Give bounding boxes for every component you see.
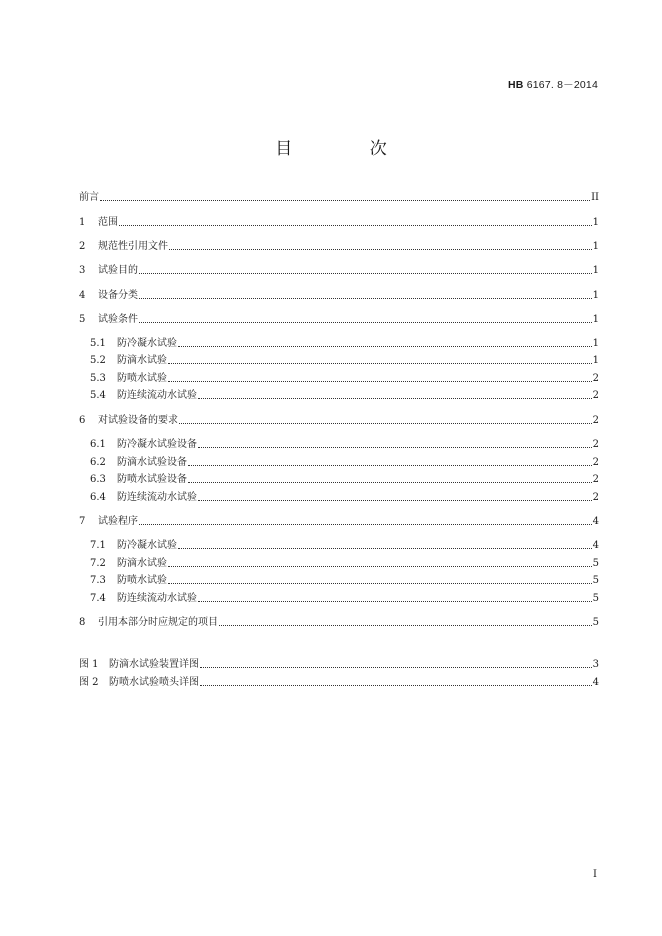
toc-number: 5	[79, 314, 86, 325]
leader-dots	[139, 523, 592, 525]
toc-number: 7.3	[90, 575, 106, 586]
standard-code	[508, 77, 598, 92]
toc-page: 5	[592, 558, 599, 569]
leader-dots	[119, 224, 592, 226]
toc-entry-foreword[interactable]	[79, 190, 599, 204]
figure-page: 3	[592, 659, 599, 670]
leader-dots	[168, 362, 592, 364]
page-title: 目 次	[275, 139, 423, 159]
toc-entry-4[interactable]	[79, 288, 599, 302]
toc-entry-5-3[interactable]	[90, 371, 599, 385]
toc-entry-5-1[interactable]	[90, 336, 599, 350]
toc-entry-6-2[interactable]	[90, 455, 599, 469]
toc-entry-6[interactable]	[79, 413, 599, 427]
figure-number: 图 1	[79, 659, 99, 670]
toc-label: 防喷水试验	[117, 575, 167, 586]
toc-page: 2	[592, 415, 599, 426]
toc-entry-5-4[interactable]	[90, 388, 599, 402]
toc-label: 对试验设备的要求	[98, 415, 178, 426]
toc-number: 6.2	[90, 457, 106, 468]
toc-page: 1	[592, 314, 599, 325]
leader-dots	[168, 582, 592, 584]
leader-dots	[139, 272, 592, 274]
toc-label: 防连续流动水试验	[117, 492, 197, 503]
toc-page: 1	[592, 355, 599, 366]
toc-entry-2[interactable]	[79, 239, 599, 253]
figure-number: 图 2	[79, 677, 99, 688]
toc-figure-2[interactable]	[79, 675, 599, 689]
toc-page: 1	[592, 241, 599, 252]
toc-number: 6.4	[90, 492, 106, 503]
toc-label: 防喷水试验	[117, 373, 167, 384]
toc-page: 2	[592, 492, 599, 503]
toc-page: 4	[592, 516, 599, 527]
toc-number: 1	[79, 217, 86, 228]
toc-label: 设备分类	[98, 290, 138, 301]
toc-label: 试验条件	[98, 314, 138, 325]
toc-page: II	[591, 192, 599, 203]
toc-label: 引用本部分时应规定的项目	[98, 617, 218, 628]
toc-page: 5	[592, 617, 599, 628]
toc-number: 6.1	[90, 439, 106, 450]
leader-dots	[100, 199, 590, 201]
toc-page: 1	[592, 338, 599, 349]
toc-label: 防滴水试验	[117, 558, 167, 569]
toc-label: 试验程序	[98, 516, 138, 527]
leader-dots	[139, 297, 592, 299]
leader-dots	[179, 422, 592, 424]
toc-entry-6-3[interactable]	[90, 472, 599, 486]
toc-number: 6	[79, 415, 86, 426]
toc-entry-8[interactable]	[79, 615, 599, 629]
toc-figure-1[interactable]	[79, 657, 599, 671]
toc-page: 2	[592, 390, 599, 401]
toc-page: 1	[592, 217, 599, 228]
toc-page: 5	[592, 575, 599, 586]
leader-dots	[200, 666, 592, 668]
toc-label: 前言	[79, 192, 99, 203]
leader-dots	[169, 248, 592, 250]
toc-entry-7-1[interactable]	[90, 538, 599, 552]
toc-number: 5.4	[90, 390, 106, 401]
toc-number: 3	[79, 265, 86, 276]
toc-entry-1[interactable]	[79, 215, 599, 229]
toc-page: 2	[592, 457, 599, 468]
toc-number: 5.1	[90, 338, 106, 349]
toc-label: 防冷凝水试验设备	[117, 439, 197, 450]
toc-page: 1	[592, 290, 599, 301]
toc-label: 范围	[98, 217, 118, 228]
leader-dots	[178, 345, 592, 347]
leader-dots	[200, 684, 592, 686]
leader-dots	[198, 600, 592, 602]
leader-dots	[178, 547, 592, 549]
toc-page: 5	[592, 593, 599, 604]
leader-dots	[168, 380, 592, 382]
toc-label: 防喷水试验设备	[117, 474, 187, 485]
toc-number: 7.4	[90, 593, 106, 604]
toc-number: 7.1	[90, 540, 106, 551]
toc-entry-5-2[interactable]	[90, 353, 599, 367]
leader-dots	[198, 499, 592, 501]
toc-entry-6-1[interactable]	[90, 437, 599, 451]
toc-label: 防连续流动水试验	[117, 390, 197, 401]
toc-number: 7	[79, 516, 86, 527]
toc-label: 防冷凝水试验	[117, 540, 177, 551]
standard-number: 6167. 8－2014	[526, 79, 598, 91]
standard-prefix: HB	[508, 79, 524, 91]
toc-label: 防滴水试验	[117, 355, 167, 366]
figure-label: 防滴水试验装置详图	[109, 659, 199, 670]
leader-dots	[198, 446, 592, 448]
toc-page: 4	[592, 540, 599, 551]
toc-page: 2	[592, 439, 599, 450]
toc-label: 试验目的	[98, 265, 138, 276]
toc-number: 6.3	[90, 474, 106, 485]
leader-dots	[188, 464, 592, 466]
toc-entry-5[interactable]	[79, 312, 599, 326]
toc-number: 8	[79, 617, 86, 628]
toc-page: 1	[592, 265, 599, 276]
toc-page: 2	[592, 474, 599, 485]
figure-page: 4	[592, 677, 599, 688]
toc-label: 防连续流动水试验	[117, 593, 197, 604]
toc-number: 5.2	[90, 355, 106, 366]
toc-label: 规范性引用文件	[98, 241, 168, 252]
leader-dots	[219, 624, 592, 626]
leader-dots	[139, 321, 592, 323]
toc-number: 2	[79, 241, 86, 252]
toc-number: 5.3	[90, 373, 106, 384]
toc-label: 防冷凝水试验	[117, 338, 177, 349]
figure-label: 防喷水试验喷头详图	[109, 677, 199, 688]
toc-entry-3[interactable]	[79, 263, 599, 277]
toc-entry-7-2[interactable]	[90, 556, 599, 570]
toc-entry-7-4[interactable]	[90, 591, 599, 605]
toc-page: 2	[592, 373, 599, 384]
page-number: I	[593, 869, 597, 880]
toc-label: 防滴水试验设备	[117, 457, 187, 468]
leader-dots	[198, 397, 592, 399]
leader-dots	[188, 481, 592, 483]
toc-entry-7[interactable]	[79, 514, 599, 528]
leader-dots	[168, 565, 592, 567]
toc-entry-7-3[interactable]	[90, 573, 599, 587]
toc-entry-6-4[interactable]	[90, 490, 599, 504]
toc-number: 4	[79, 290, 86, 301]
toc-number: 7.2	[90, 558, 106, 569]
